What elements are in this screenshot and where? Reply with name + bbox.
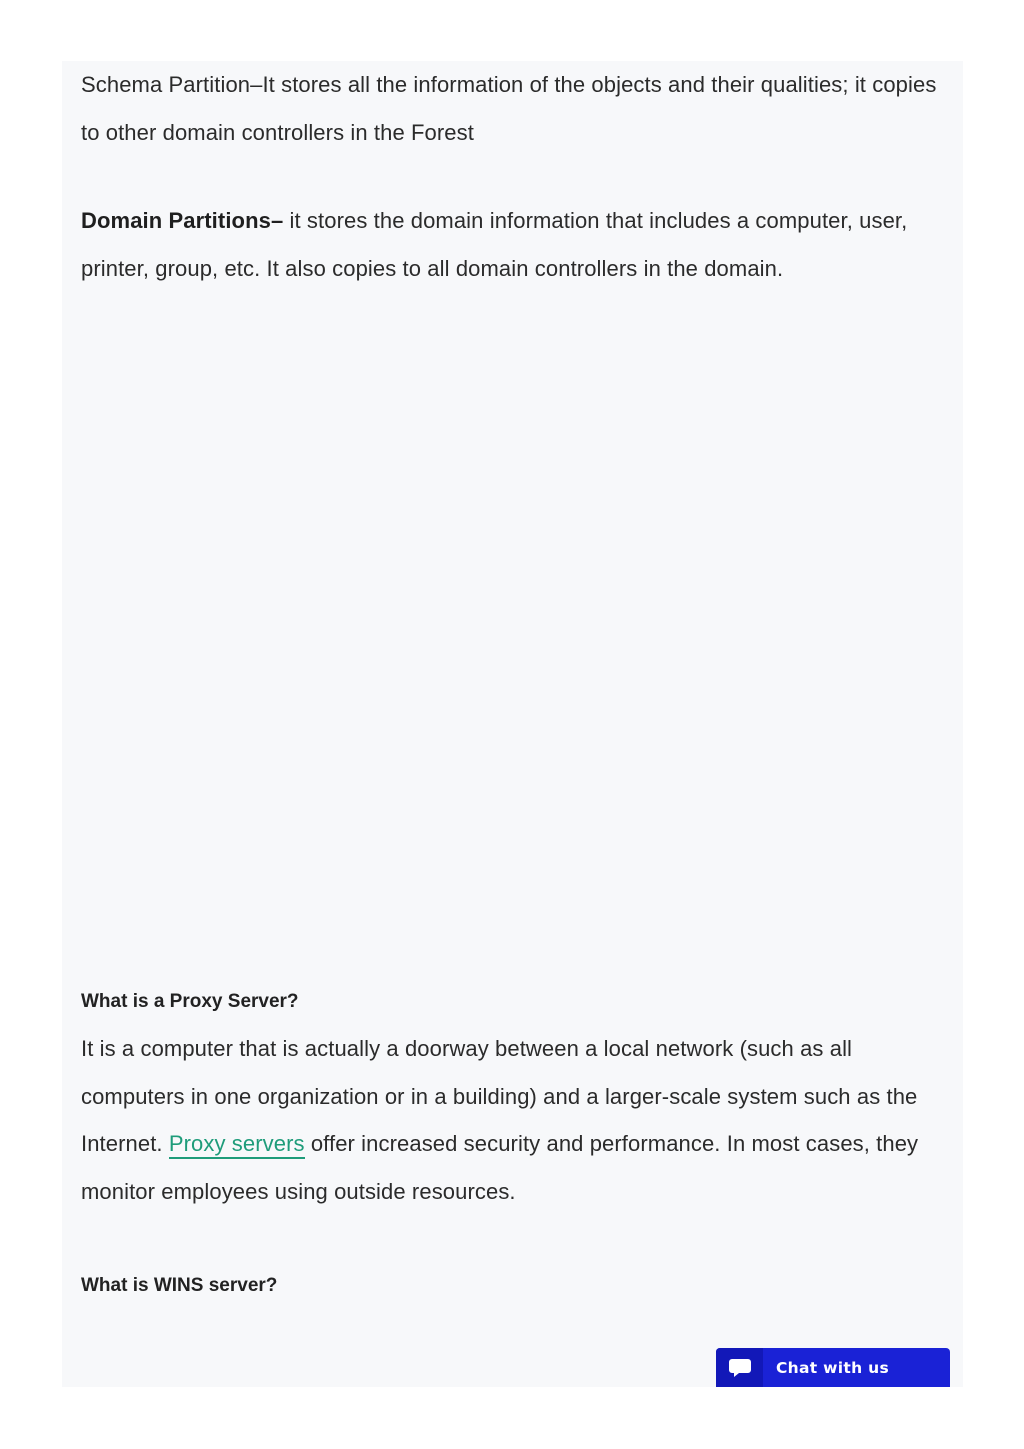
proxy-server-heading: What is a Proxy Server? (81, 991, 299, 1012)
domain-partitions-paragraph (81, 197, 951, 292)
domain-partitions-label: Domain Partitions– (81, 208, 284, 233)
article-content (62, 61, 963, 1387)
proxy-text-after: offer increased security and performance. In most cases, they monitor employees using outside resources. (81, 1131, 919, 1205)
proxy-text-before: It is a computer that is actually a doorway between a local network (such as all computers in one organization or in a building) and a larger-scale system such as the Internet. (81, 1036, 918, 1157)
chat-bubble-icon (716, 1348, 763, 1387)
domain-partitions-text: it stores the domain information that includes a computer, user, printer, group, etc. It also copies to all domain controllers in the domain. (81, 208, 908, 281)
proxy-servers-link[interactable]: Proxy servers (169, 1131, 305, 1159)
proxy-server-paragraph (81, 1025, 951, 1216)
schema-partition-paragraph: Schema Partition–It stores all the information of the objects and their qualities; it copies to other domain controllers in the Forest (81, 72, 937, 145)
wins-server-heading: What is WINS server? (81, 1275, 278, 1296)
chat-label: Chat with us (776, 1358, 890, 1377)
chat-with-us-button[interactable] (716, 1348, 950, 1387)
